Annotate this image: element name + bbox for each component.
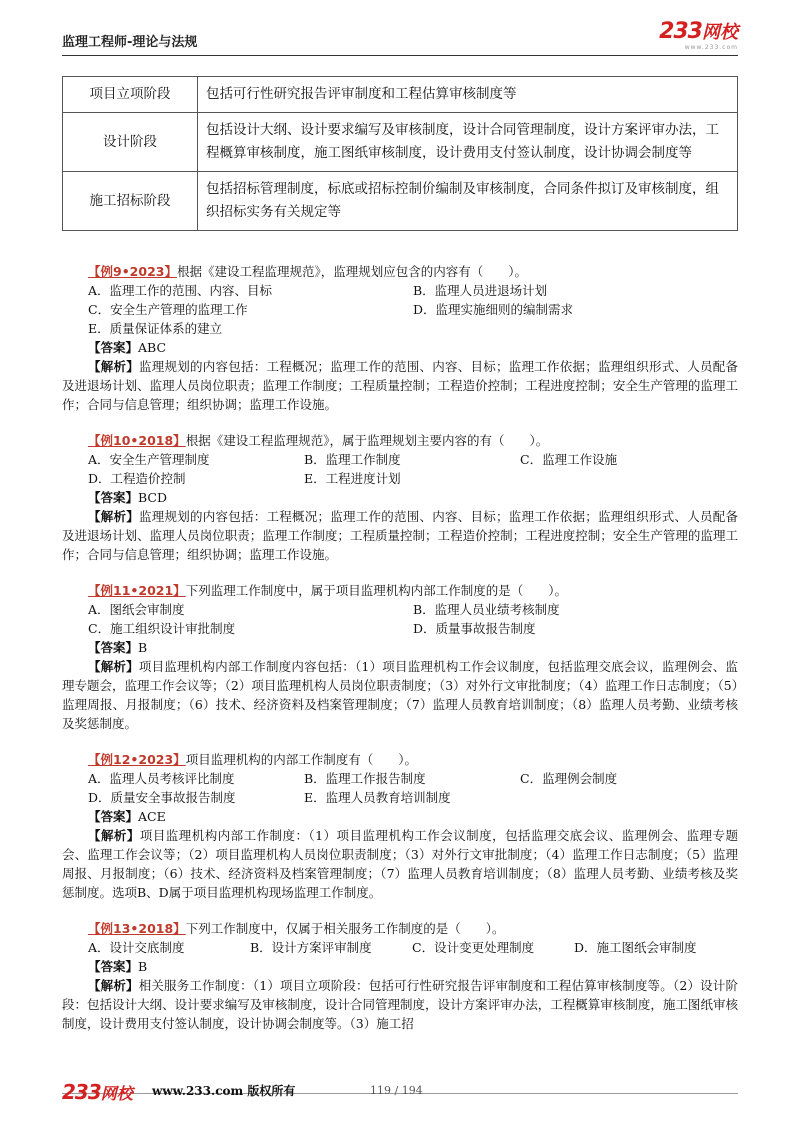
option-b: B．监理工作报告制度 bbox=[304, 771, 426, 786]
option-d: D．工程造价控制 bbox=[88, 471, 186, 486]
analysis-label: 【解析】 bbox=[88, 828, 140, 843]
stem-text: 根据《建设工程监理规范》，监理规划应包含的内容有（ ）。 bbox=[176, 264, 527, 279]
analysis-text: 监理规划的内容包括：工程概况；监理工作的范围、内容、目标；监理工作依据；监理组织形式、人员配备及进退场计划、监理人员岗位职责；监理工作制度；工程质量控制；工程造价控制；工程进度控制；安全生产管理的监理工作；合同与信息管理；组织协调；监理工作设施。 bbox=[62, 359, 738, 412]
question-stem bbox=[62, 750, 738, 769]
stem-text: 下列工作制度中，仅属于相关服务工作制度的是（ ）。 bbox=[185, 921, 505, 936]
option-c: C．施工组织设计审批制度 bbox=[88, 621, 236, 636]
answer-line bbox=[62, 957, 738, 976]
logo-number: 233 bbox=[659, 19, 702, 44]
option-e: E．质量保证体系的建立 bbox=[88, 321, 223, 336]
analysis-label: 【解析】 bbox=[88, 359, 139, 374]
answer-value: ABC bbox=[138, 340, 167, 355]
option-row bbox=[62, 788, 738, 807]
option-row bbox=[62, 300, 738, 319]
stem-text: 下列监理工作制度中，属于项目监理机构内部工作制度的是（ ）。 bbox=[185, 583, 567, 598]
question-block bbox=[62, 750, 738, 902]
question-list bbox=[62, 262, 738, 1050]
option-c: C．设计变更处理制度 bbox=[412, 940, 535, 955]
answer-value: B bbox=[138, 640, 148, 655]
stage-cell: 施工招标阶段 bbox=[63, 172, 198, 231]
answer-label: 【答案】 bbox=[88, 809, 139, 824]
option-row bbox=[62, 769, 738, 788]
question-block bbox=[62, 919, 738, 1033]
answer-line bbox=[62, 338, 738, 357]
answer-label: 【答案】 bbox=[88, 490, 139, 505]
analysis-label: 【解析】 bbox=[88, 659, 139, 674]
option-d: D．质量事故报告制度 bbox=[413, 621, 536, 636]
analysis-text: 监理规划的内容包括：工程概况；监理工作的范围、内容、目标；监理工作依据；监理组织形式、人员配备及进退场计划、监理人员岗位职责；监理工作制度；工程质量控制；工程造价控制；工程进度控制；安全生产管理的监理工作；合同与信息管理；组织协调；监理工作设施。 bbox=[62, 509, 738, 562]
option-e: E．工程进度计划 bbox=[304, 471, 401, 486]
option-a: A．监理工作的范围、内容、目标 bbox=[88, 283, 273, 298]
option-row bbox=[62, 938, 738, 957]
analysis-label: 【解析】 bbox=[88, 978, 139, 993]
answer-label: 【答案】 bbox=[88, 640, 139, 655]
footer-site-link[interactable]: www.233.com 版权所有 bbox=[152, 1084, 296, 1098]
answer-label: 【答案】 bbox=[88, 340, 139, 355]
question-block bbox=[62, 262, 738, 414]
footer-logo-number: 233 bbox=[62, 1080, 101, 1104]
option-row bbox=[62, 281, 738, 300]
logo-subtext: www.233.com bbox=[684, 44, 738, 51]
stem-text: 根据《建设工程监理规范》，属于监理规划主要内容的有（ ）。 bbox=[185, 433, 549, 448]
stage-system-table bbox=[62, 76, 738, 231]
analysis-paragraph bbox=[62, 507, 738, 564]
option-c: C．监理工作设施 bbox=[520, 452, 618, 467]
table-row bbox=[63, 77, 738, 113]
page-footer bbox=[62, 1080, 738, 1117]
option-d: D．监理实施细则的编制需求 bbox=[413, 302, 574, 317]
desc-cell: 包括设计大纲、设计要求编写及审核制度，设计合同管理制度，设计方案评审办法，工程概算审核制度，施工图纸审核制度，设计费用支付签认制度，设计协调会制度等 bbox=[198, 113, 738, 172]
analysis-paragraph bbox=[62, 357, 738, 414]
option-c: C．安全生产管理的监理工作 bbox=[88, 302, 248, 317]
question-stem bbox=[62, 581, 738, 600]
footer-logo[interactable] bbox=[62, 1080, 133, 1104]
answer-line bbox=[62, 488, 738, 507]
answer-label: 【答案】 bbox=[88, 959, 139, 974]
table-row bbox=[63, 172, 738, 231]
option-b: B．监理工作制度 bbox=[304, 452, 401, 467]
question-tag: 【例10•2018】 bbox=[88, 433, 186, 448]
option-a: A．设计交底制度 bbox=[88, 940, 185, 955]
option-e: E．监理人员教育培训制度 bbox=[304, 790, 451, 805]
option-b: B．监理人员业绩考核制度 bbox=[413, 602, 560, 617]
analysis-paragraph bbox=[62, 657, 738, 733]
brand-logo[interactable] bbox=[659, 18, 738, 44]
question-stem bbox=[62, 431, 738, 450]
analysis-paragraph bbox=[62, 826, 738, 902]
question-tag: 【例11•2021】 bbox=[88, 583, 186, 598]
page-header bbox=[62, 18, 738, 56]
option-a: A．图纸会审制度 bbox=[88, 602, 185, 617]
answer-value: BCD bbox=[138, 490, 168, 505]
question-stem bbox=[62, 919, 738, 938]
analysis-text: 相关服务工作制度：（1）项目立项阶段：包括可行性研究报告评审制度和工程估算审核制度等。（2）设计阶段：包括设计大纲、设计要求编写及审核制度，设计合同管理制度，设计方案评审办法，工程概算审核制度，施工图纸审核制度，设计费用支付签认制度，设计协调会制度等。（3）施工招 bbox=[62, 978, 738, 1031]
answer-value: ACE bbox=[138, 809, 166, 824]
option-a: A．安全生产管理制度 bbox=[88, 452, 210, 467]
desc-cell: 包括可行性研究报告评审制度和工程估算审核制度等 bbox=[198, 77, 738, 113]
stage-cell: 项目立项阶段 bbox=[63, 77, 198, 113]
answer-line bbox=[62, 807, 738, 826]
logo-text: 网校 bbox=[702, 22, 738, 43]
option-d: D．质量安全事故报告制度 bbox=[88, 790, 236, 805]
option-a: A．监理人员考核评比制度 bbox=[88, 771, 235, 786]
question-block bbox=[62, 431, 738, 564]
analysis-paragraph bbox=[62, 976, 738, 1033]
option-row bbox=[62, 469, 738, 488]
question-block bbox=[62, 581, 738, 733]
question-tag: 【例12•2023】 bbox=[88, 752, 186, 767]
answer-value: B bbox=[138, 959, 148, 974]
desc-cell: 包括招标管理制度，标底或招标控制价编制及审核制度，合同条件拟订及审核制度，组织招标实务有关规定等 bbox=[198, 172, 738, 231]
analysis-text: 项目监理机构内部工作制度：（1）项目监理机构工作会议制度，包括监理交底会议、监理例会、监理专题会、监理工作会议等；（2）项目监理机构人员岗位职责制度；（3）对外行文审批制度；（4）监理工作日志制度；（5）监理周报、月报制度；（6）技术、经济资料及档案管理制度；（7）监理人员教育培训制度；（8）监理人员考勤、业绩考核及奖惩制度。选项B、D属于项目监理机构现场监理工作制度。 bbox=[62, 828, 738, 900]
analysis-text: 项目监理机构内部工作制度内容包括：（1）项目监理机构工作会议制度，包括监理交底会议，监理例会、监理专题会，监理工作会议等；（2）项目监理机构人员岗位职责制度；（3）对外行文审批制度；（4）监理工作日志制度；（5）监理周报、月报制度；（6）技术、经济资料及档案管理制度；（7）监理人员教育培训制度；（8）监理人员考勤、业绩考核及奖惩制度。 bbox=[62, 659, 738, 731]
option-b: B．设计方案评审制度 bbox=[250, 940, 372, 955]
option-row bbox=[62, 619, 738, 638]
question-stem bbox=[62, 262, 738, 281]
analysis-label: 【解析】 bbox=[88, 509, 139, 524]
option-b: B．监理人员进退场计划 bbox=[413, 283, 548, 298]
option-d: D．施工图纸会审制度 bbox=[574, 940, 697, 955]
option-row bbox=[62, 600, 738, 619]
footer-logo-text: 网校 bbox=[100, 1084, 133, 1103]
header-title: 监理工程师-理论与法规 bbox=[62, 35, 198, 50]
table-row bbox=[63, 113, 738, 172]
question-tag: 【例9•2023】 bbox=[88, 264, 177, 279]
page-number: 119 / 194 bbox=[370, 1084, 423, 1097]
answer-line bbox=[62, 638, 738, 657]
option-row bbox=[62, 450, 738, 469]
question-tag: 【例13•2018】 bbox=[88, 921, 186, 936]
stage-cell: 设计阶段 bbox=[63, 113, 198, 172]
option-c: C．监理例会制度 bbox=[520, 771, 618, 786]
stem-text: 项目监理机构的内部工作制度有（ ）。 bbox=[185, 752, 417, 767]
